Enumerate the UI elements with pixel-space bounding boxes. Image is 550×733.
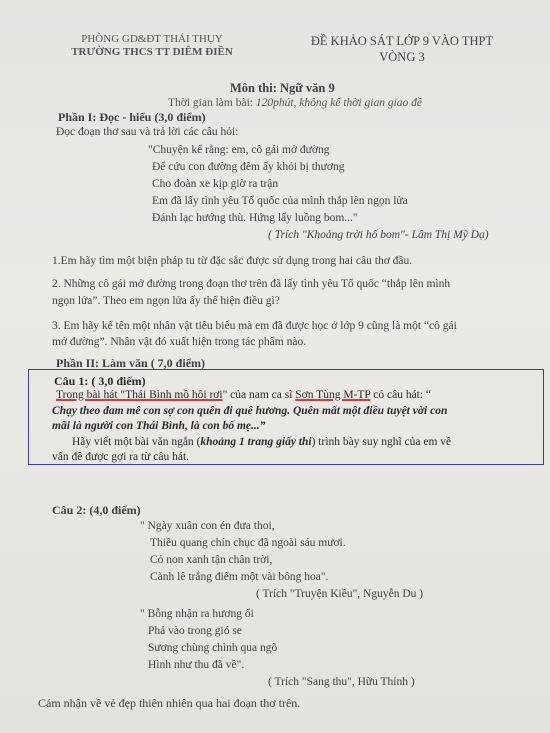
song-quote: Chạy theo đam mê con sợ con quên đi quê hương. Quên mất một điều tuyệt vời con xyxy=(52,405,448,417)
exam-title: ĐỀ KHẢO SÁT LỚP 9 VÀO THPT xyxy=(310,34,494,48)
prompt-text: có câu hát: “ xyxy=(370,389,432,401)
poem2-line: " Bỗng nhận ra hương ổi xyxy=(140,608,254,620)
question-3-cont: mở đường”. Nhân vật đó xuất hiện trong tác phẩm nào. xyxy=(52,336,307,348)
singer-name: Sơn Tùng M-TP xyxy=(295,389,371,401)
poem1-line: Thiều quang chín chục đã ngoài sáu mươi. xyxy=(150,537,346,549)
poem1-line: Cành lê trắng điểm một vài bông hoa". xyxy=(150,571,329,583)
exam-round: VÒNG 3 xyxy=(379,50,425,64)
poem1-line: " Ngày xuân con én đưa thoi, xyxy=(140,520,275,532)
time-info xyxy=(168,97,422,109)
part2-title: Phần II: Làm văn ( 7,0 điểm) xyxy=(56,356,206,370)
poem1-source: ( Trích "Truyện Kiều", Nguyễn Du ) xyxy=(256,588,424,600)
poem-line: Đánh lạc hướng thù. Hứng lấy luồng bom..." xyxy=(152,212,358,224)
time-label: Thời gian làm bài: xyxy=(168,97,256,109)
song-quote-cont xyxy=(52,420,265,432)
part1-title: Phần I: Đọc - hiểu (3,0 điểm) xyxy=(58,110,206,124)
prompt-text: " của nam ca sĩ xyxy=(222,389,296,401)
quote-mark: ” xyxy=(259,420,266,432)
time-value: 120phút, không kể thời gian giao đề xyxy=(255,97,422,109)
poem-line: Em đã lấy tình yêu Tổ quốc của mình thắp lên ngọn lửa xyxy=(152,195,408,207)
department-name: PHÒNG GD&ĐT THÁI THỤY xyxy=(81,33,223,45)
song-title: Thái Bình mồ hôi rơi xyxy=(125,389,223,401)
poem2-source: ( Trích "Sang thu", Hữu Thỉnh ) xyxy=(268,676,415,688)
prompt-text: Trong bài hát " xyxy=(56,389,126,401)
part1-instruction: Đọc đoạn thơ sau và trả lời các câu hỏi: xyxy=(56,126,239,138)
poem-line: "Chuyện kể rằng: em, cô gái mở đường xyxy=(148,144,330,156)
question-2: 2. Những cô gái mở đường trong đoạn thơ trên đã lấy tình yêu Tổ quốc “thắp lên mình xyxy=(52,278,451,290)
subject-title: Môn thi: Ngữ văn 9 xyxy=(230,81,335,95)
poem2-line: Hình như thu đã về". xyxy=(148,659,245,671)
poem2-line: Sương chùng chình qua ngõ xyxy=(148,642,278,654)
essay-question-2-prompt: Cảm nhận về vẻ đẹp thiên nhiên qua hai đoạn thơ trên. xyxy=(38,696,301,710)
question-1: 1.Em hãy tìm một biện pháp tu từ đặc sắc được sử dụng trong hai câu thơ đầu. xyxy=(52,255,413,267)
poem1-line: Cỏ non xanh tận chân trời, xyxy=(150,554,273,566)
essay-question-1-prompt xyxy=(56,389,431,401)
question-3: 3. Em hãy kể tên một nhân vật tiêu biểu mà em đã được học ở lớp 9 cũng là một “cô gái xyxy=(52,320,457,332)
poem2-line: Phả vào trong gió se xyxy=(148,625,242,637)
requirement-text: ) trình bày suy nghĩ của em về xyxy=(311,436,452,448)
poem-line: Để cứu con đường đêm ấy khỏi bị thương xyxy=(152,161,345,173)
essay-question-1-title: Câu 1: ( 3,0 điểm) xyxy=(54,374,146,388)
requirement-length: khoảng 1 trang giấy thi xyxy=(200,436,312,448)
essay-question-2-title: Câu 2: (4,0 điểm) xyxy=(52,503,141,517)
requirement-text: Hãy viết một bài văn ngắn ( xyxy=(72,436,201,448)
question-2-cont: ngọn lửa”. Theo em ngọn lửa ấy thể hiện điều gì? xyxy=(52,295,280,307)
poem-line: Cho đoàn xe kịp giờ ra trận xyxy=(152,178,279,190)
school-name: TRƯỜNG THCS TT DIÊM ĐIỀN xyxy=(71,46,233,58)
song-quote-text: mãi là người con Thái Bình, là con bố mẹ... xyxy=(52,420,260,432)
poem-source: ( Trích "Khoảng trời hố bom"- Lâm Thị Mỹ Dạ) xyxy=(268,229,489,241)
essay-requirement xyxy=(72,436,451,448)
essay-requirement-cont: vấn đề được gợi ra từ câu hát. xyxy=(52,451,190,463)
